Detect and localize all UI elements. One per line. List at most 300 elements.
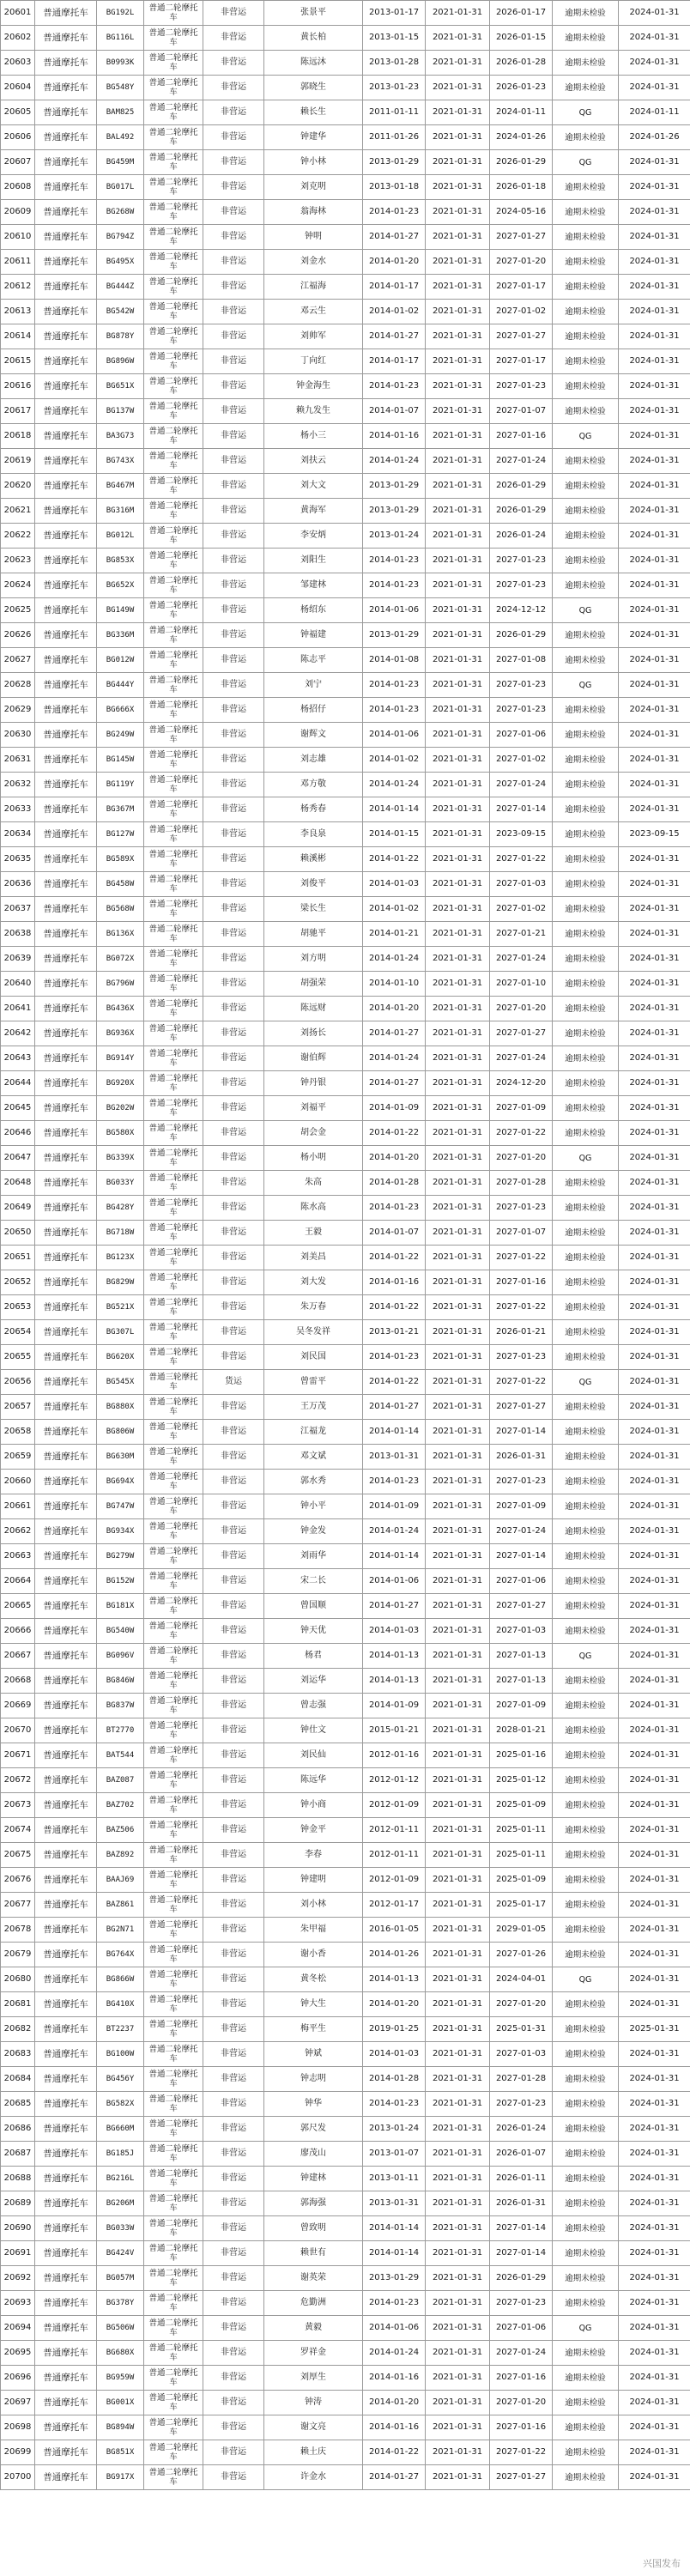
vehicle-category-cell: 普通摩托车 xyxy=(35,2241,97,2266)
vehicle-type-cell: 普通二轮摩托车 xyxy=(144,2042,203,2067)
table-row xyxy=(1,1,690,26)
deadline-date-cell: 2024-01-31 xyxy=(619,1345,690,1370)
vehicle-type-cell: 普通二轮摩托车 xyxy=(144,2415,203,2440)
usage-type-cell: 非营运 xyxy=(203,1768,264,1793)
table-row xyxy=(1,275,690,300)
inspection-status-cell: 逾期未检验 xyxy=(553,324,619,349)
vehicle-type-cell: 普通二轮摩托车 xyxy=(144,648,203,673)
usage-type-cell: 非营运 xyxy=(203,997,264,1021)
row-index-cell: 20684 xyxy=(1,2067,35,2092)
row-index-cell: 20671 xyxy=(1,1743,35,1768)
plate-number-cell: BG568W xyxy=(97,897,144,922)
plate-number-cell: BG718W xyxy=(97,1221,144,1246)
record-date-cell: 2021-01-31 xyxy=(426,374,490,399)
inspection-due-date-cell: 2027-01-24 xyxy=(490,2341,553,2366)
inspection-due-date-cell: 2027-01-03 xyxy=(490,1619,553,1644)
deadline-date-cell: 2024-01-31 xyxy=(619,1967,690,1992)
inspection-due-date-cell: 2026-01-07 xyxy=(490,2142,553,2167)
register-date-cell: 2014-01-14 xyxy=(363,2241,426,2266)
record-date-cell: 2021-01-31 xyxy=(426,748,490,773)
inspection-due-date-cell: 2027-01-22 xyxy=(490,1295,553,1320)
plate-number-cell: BG582X xyxy=(97,2092,144,2117)
usage-type-cell: 非营运 xyxy=(203,2440,264,2465)
vehicle-type-cell: 普通二轮摩托车 xyxy=(144,1345,203,1370)
usage-type-cell: 非营运 xyxy=(203,1345,264,1370)
row-index-cell: 20615 xyxy=(1,349,35,374)
vehicle-type-cell: 普通二轮摩托车 xyxy=(144,200,203,225)
owner-name-cell: 杨小明 xyxy=(264,1146,363,1171)
table-row xyxy=(1,598,690,623)
record-date-cell: 2021-01-31 xyxy=(426,1768,490,1793)
vehicle-category-cell: 普通摩托车 xyxy=(35,1021,97,1046)
record-date-cell: 2021-01-31 xyxy=(426,1021,490,1046)
plate-number-cell: BG096V xyxy=(97,1644,144,1669)
register-date-cell: 2014-01-20 xyxy=(363,997,426,1021)
usage-type-cell: 非营运 xyxy=(203,524,264,549)
owner-name-cell: 钟建华 xyxy=(264,125,363,150)
inspection-status-cell: 逾期未检验 xyxy=(553,1893,619,1918)
vehicle-category-cell: 普通摩托车 xyxy=(35,1918,97,1943)
deadline-date-cell: 2024-01-31 xyxy=(619,549,690,573)
deadline-date-cell: 2024-01-31 xyxy=(619,1021,690,1046)
usage-type-cell: 非营运 xyxy=(203,1270,264,1295)
owner-name-cell: 谢文亮 xyxy=(264,2415,363,2440)
vehicle-type-cell: 普通二轮摩托车 xyxy=(144,1221,203,1246)
inspection-status-cell: 逾期未检验 xyxy=(553,1669,619,1694)
vehicle-type-cell: 普通二轮摩托车 xyxy=(144,424,203,449)
inspection-due-date-cell: 2024-12-12 xyxy=(490,598,553,623)
vehicle-type-cell: 普通二轮摩托车 xyxy=(144,1171,203,1196)
vehicle-category-cell: 普通摩托车 xyxy=(35,1943,97,1967)
deadline-date-cell: 2024-01-31 xyxy=(619,2117,690,2142)
row-index-cell: 20677 xyxy=(1,1893,35,1918)
usage-type-cell: 非营运 xyxy=(203,2465,264,2490)
inspection-due-date-cell: 2026-01-29 xyxy=(490,499,553,524)
deadline-date-cell: 2024-01-31 xyxy=(619,1918,690,1943)
row-index-cell: 20610 xyxy=(1,225,35,250)
record-date-cell: 2021-01-31 xyxy=(426,1918,490,1943)
inspection-due-date-cell: 2027-01-03 xyxy=(490,2042,553,2067)
owner-name-cell: 刘大发 xyxy=(264,1270,363,1295)
owner-name-cell: 郭晓生 xyxy=(264,76,363,100)
owner-name-cell: 钟建明 xyxy=(264,1868,363,1893)
table-row xyxy=(1,1768,690,1793)
record-date-cell: 2021-01-31 xyxy=(426,2415,490,2440)
owner-name-cell: 钟金海生 xyxy=(264,374,363,399)
vehicle-type-cell: 普通二轮摩托车 xyxy=(144,1420,203,1445)
row-index-cell: 20665 xyxy=(1,1594,35,1619)
vehicle-category-cell: 普通摩托车 xyxy=(35,1146,97,1171)
vehicle-category-cell: 普通摩托车 xyxy=(35,2465,97,2490)
inspection-due-date-cell: 2027-01-16 xyxy=(490,1270,553,1295)
table-row xyxy=(1,1594,690,1619)
table-row xyxy=(1,773,690,797)
inspection-status-cell: 逾期未检验 xyxy=(553,573,619,598)
register-date-cell: 2012-01-12 xyxy=(363,1768,426,1793)
owner-name-cell: 曾志强 xyxy=(264,1694,363,1718)
deadline-date-cell: 2024-01-31 xyxy=(619,2440,690,2465)
usage-type-cell: 非营运 xyxy=(203,499,264,524)
table-row xyxy=(1,748,690,773)
plate-number-cell: BG651X xyxy=(97,374,144,399)
usage-type-cell: 非营运 xyxy=(203,1893,264,1918)
table-row xyxy=(1,2117,690,2142)
deadline-date-cell: 2024-01-31 xyxy=(619,225,690,250)
owner-name-cell: 刘方明 xyxy=(264,947,363,972)
inspection-status-cell: QG xyxy=(553,424,619,449)
owner-name-cell: 胡强荣 xyxy=(264,972,363,997)
owner-name-cell: 刘志雄 xyxy=(264,748,363,773)
owner-name-cell: 刘美昌 xyxy=(264,1246,363,1270)
usage-type-cell: 非营运 xyxy=(203,773,264,797)
plate-number-cell: BG920X xyxy=(97,1071,144,1096)
owner-name-cell: 陈远沐 xyxy=(264,51,363,76)
vehicle-category-cell: 普通摩托车 xyxy=(35,1096,97,1121)
register-date-cell: 2014-01-22 xyxy=(363,1370,426,1395)
record-date-cell: 2021-01-31 xyxy=(426,100,490,125)
table-body xyxy=(1,1,690,2490)
vehicle-type-cell: 普通二轮摩托车 xyxy=(144,1569,203,1594)
plate-number-cell: BG794Z xyxy=(97,225,144,250)
usage-type-cell: 非营运 xyxy=(203,2266,264,2291)
usage-type-cell: 非营运 xyxy=(203,424,264,449)
plate-number-cell: BG829W xyxy=(97,1270,144,1295)
row-index-cell: 20683 xyxy=(1,2042,35,2067)
plate-number-cell: BG033W xyxy=(97,2216,144,2241)
deadline-date-cell: 2024-01-31 xyxy=(619,2266,690,2291)
record-date-cell: 2021-01-31 xyxy=(426,2316,490,2341)
vehicle-type-cell: 普通二轮摩托车 xyxy=(144,2266,203,2291)
vehicle-type-cell: 普通二轮摩托车 xyxy=(144,1943,203,1967)
record-date-cell: 2021-01-31 xyxy=(426,2440,490,2465)
table-row xyxy=(1,125,690,150)
inspection-status-cell: 逾期未检验 xyxy=(553,549,619,573)
plate-number-cell: BG853X xyxy=(97,549,144,573)
owner-name-cell: 陈远华 xyxy=(264,1768,363,1793)
deadline-date-cell: 2024-01-31 xyxy=(619,349,690,374)
plate-number-cell: BAZ861 xyxy=(97,1893,144,1918)
record-date-cell: 2021-01-31 xyxy=(426,623,490,648)
deadline-date-cell: 2024-01-31 xyxy=(619,1992,690,2017)
record-date-cell: 2021-01-31 xyxy=(426,2117,490,2142)
record-date-cell: 2021-01-31 xyxy=(426,1569,490,1594)
owner-name-cell: 张景平 xyxy=(264,1,363,26)
register-date-cell: 2014-01-13 xyxy=(363,1967,426,1992)
row-index-cell: 20694 xyxy=(1,2316,35,2341)
inspection-due-date-cell: 2026-01-23 xyxy=(490,76,553,100)
table-row xyxy=(1,897,690,922)
row-index-cell: 20645 xyxy=(1,1096,35,1121)
record-date-cell: 2021-01-31 xyxy=(426,2216,490,2241)
usage-type-cell: 非营运 xyxy=(203,1669,264,1694)
usage-type-cell: 非营运 xyxy=(203,972,264,997)
register-date-cell: 2014-01-10 xyxy=(363,972,426,997)
owner-name-cell: 赖溪彬 xyxy=(264,847,363,872)
vehicle-category-cell: 普通摩托车 xyxy=(35,200,97,225)
table-row xyxy=(1,2341,690,2366)
record-date-cell: 2021-01-31 xyxy=(426,1594,490,1619)
plate-number-cell: BG444Y xyxy=(97,673,144,698)
owner-name-cell: 杨小三 xyxy=(264,424,363,449)
table-row xyxy=(1,76,690,100)
row-index-cell: 20695 xyxy=(1,2341,35,2366)
inspection-status-cell: 逾期未检验 xyxy=(553,2440,619,2465)
register-date-cell: 2013-01-29 xyxy=(363,499,426,524)
usage-type-cell: 非营运 xyxy=(203,2067,264,2092)
deadline-date-cell: 2024-01-31 xyxy=(619,1644,690,1669)
inspection-due-date-cell: 2027-01-27 xyxy=(490,1594,553,1619)
owner-name-cell: 廖茂山 xyxy=(264,2142,363,2167)
usage-type-cell: 非营运 xyxy=(203,1569,264,1594)
table-row xyxy=(1,499,690,524)
row-index-cell: 20688 xyxy=(1,2167,35,2191)
owner-name-cell: 钟丹银 xyxy=(264,1071,363,1096)
register-date-cell: 2014-01-14 xyxy=(363,2216,426,2241)
vehicle-category-cell: 普通摩托车 xyxy=(35,1768,97,1793)
plate-number-cell: BG001X xyxy=(97,2391,144,2415)
deadline-date-cell: 2024-01-31 xyxy=(619,399,690,424)
inspection-due-date-cell: 2027-01-13 xyxy=(490,1669,553,1694)
vehicle-type-cell: 普通二轮摩托车 xyxy=(144,125,203,150)
deadline-date-cell: 2024-01-31 xyxy=(619,1370,690,1395)
row-index-cell: 20644 xyxy=(1,1071,35,1096)
usage-type-cell: 非营运 xyxy=(203,51,264,76)
record-date-cell: 2021-01-31 xyxy=(426,424,490,449)
vehicle-category-cell: 普通摩托车 xyxy=(35,150,97,175)
plate-number-cell: BG436X xyxy=(97,997,144,1021)
deadline-date-cell: 2024-01-31 xyxy=(619,275,690,300)
vehicle-category-cell: 普通摩托车 xyxy=(35,1246,97,1270)
register-date-cell: 2014-01-27 xyxy=(363,225,426,250)
vehicle-category-cell: 普通摩托车 xyxy=(35,797,97,822)
vehicle-category-cell: 普通摩托车 xyxy=(35,947,97,972)
vehicle-category-cell: 普通摩托车 xyxy=(35,1395,97,1420)
record-date-cell: 2021-01-31 xyxy=(426,648,490,673)
register-date-cell: 2014-01-17 xyxy=(363,349,426,374)
inspection-due-date-cell: 2027-01-06 xyxy=(490,2316,553,2341)
table-row xyxy=(1,1370,690,1395)
plate-number-cell: BG116L xyxy=(97,26,144,51)
owner-name-cell: 刘阳生 xyxy=(264,549,363,573)
vehicle-category-cell: 普通摩托车 xyxy=(35,598,97,623)
inspection-status-cell: 逾期未检验 xyxy=(553,797,619,822)
record-date-cell: 2021-01-31 xyxy=(426,1868,490,1893)
inspection-status-cell: 逾期未检验 xyxy=(553,2341,619,2366)
inspection-status-cell: 逾期未检验 xyxy=(553,748,619,773)
deadline-date-cell: 2024-01-31 xyxy=(619,76,690,100)
vehicle-type-cell: 普通二轮摩托车 xyxy=(144,997,203,1021)
inspection-status-cell: 逾期未检验 xyxy=(553,499,619,524)
table-row xyxy=(1,872,690,897)
deadline-date-cell: 2024-01-31 xyxy=(619,623,690,648)
record-date-cell: 2021-01-31 xyxy=(426,723,490,748)
plate-number-cell: BG880X xyxy=(97,1395,144,1420)
register-date-cell: 2012-01-11 xyxy=(363,1843,426,1868)
table-row xyxy=(1,1270,690,1295)
plate-number-cell: BAT544 xyxy=(97,1743,144,1768)
table-row xyxy=(1,797,690,822)
register-date-cell: 2013-01-29 xyxy=(363,474,426,499)
inspection-status-cell: 逾期未检验 xyxy=(553,947,619,972)
plate-number-cell: BAZ702 xyxy=(97,1793,144,1818)
row-index-cell: 20682 xyxy=(1,2017,35,2042)
usage-type-cell: 非营运 xyxy=(203,1470,264,1494)
inspection-status-cell: 逾期未检验 xyxy=(553,474,619,499)
vehicle-category-cell: 普通摩托车 xyxy=(35,2142,97,2167)
inspection-due-date-cell: 2027-01-27 xyxy=(490,1395,553,1420)
register-date-cell: 2013-01-23 xyxy=(363,76,426,100)
deadline-date-cell: 2024-01-31 xyxy=(619,1893,690,1918)
table-row xyxy=(1,2440,690,2465)
inspection-status-cell: 逾期未检验 xyxy=(553,1818,619,1843)
table-row xyxy=(1,200,690,225)
plate-number-cell: BG589X xyxy=(97,847,144,872)
deadline-date-cell: 2024-01-31 xyxy=(619,1295,690,1320)
usage-type-cell: 非营运 xyxy=(203,1121,264,1146)
plate-number-cell: BG851X xyxy=(97,2440,144,2465)
inspection-due-date-cell: 2027-01-20 xyxy=(490,2391,553,2415)
table-row xyxy=(1,2366,690,2391)
register-date-cell: 2014-01-23 xyxy=(363,573,426,598)
record-date-cell: 2021-01-31 xyxy=(426,549,490,573)
record-date-cell: 2021-01-31 xyxy=(426,51,490,76)
owner-name-cell: 刘克明 xyxy=(264,175,363,200)
usage-type-cell: 非营运 xyxy=(203,2191,264,2216)
row-index-cell: 20670 xyxy=(1,1718,35,1743)
register-date-cell: 2014-01-07 xyxy=(363,399,426,424)
vehicle-category-cell: 普通摩托车 xyxy=(35,1669,97,1694)
row-index-cell: 20612 xyxy=(1,275,35,300)
plate-number-cell: BG846W xyxy=(97,1669,144,1694)
owner-name-cell: 朱高 xyxy=(264,1171,363,1196)
deadline-date-cell: 2024-01-31 xyxy=(619,200,690,225)
inspection-status-cell: 逾期未检验 xyxy=(553,1743,619,1768)
vehicle-type-cell: 普通二轮摩托车 xyxy=(144,2191,203,2216)
usage-type-cell: 非营运 xyxy=(203,225,264,250)
plate-number-cell: BG152W xyxy=(97,1569,144,1594)
plate-number-cell: BG181X xyxy=(97,1594,144,1619)
table-row xyxy=(1,1494,690,1519)
usage-type-cell: 非营运 xyxy=(203,1071,264,1096)
table-row xyxy=(1,26,690,51)
register-date-cell: 2014-01-02 xyxy=(363,897,426,922)
row-index-cell: 20663 xyxy=(1,1544,35,1569)
row-index-cell: 20613 xyxy=(1,300,35,324)
row-index-cell: 20664 xyxy=(1,1569,35,1594)
table-row xyxy=(1,1943,690,1967)
vehicle-category-cell: 普通摩托车 xyxy=(35,1470,97,1494)
inspection-due-date-cell: 2027-01-23 xyxy=(490,1196,553,1221)
row-index-cell: 20619 xyxy=(1,449,35,474)
inspection-status-cell: QG xyxy=(553,1370,619,1395)
deadline-date-cell: 2024-01-31 xyxy=(619,648,690,673)
table-row xyxy=(1,1071,690,1096)
owner-name-cell: 刘厚生 xyxy=(264,2366,363,2391)
vehicle-category-cell: 普通摩托车 xyxy=(35,1718,97,1743)
inspection-status-cell: 逾期未检验 xyxy=(553,997,619,1021)
vehicle-category-cell: 普通摩托车 xyxy=(35,573,97,598)
vehicle-category-cell: 普通摩托车 xyxy=(35,1071,97,1096)
plate-number-cell: BAZ506 xyxy=(97,1818,144,1843)
vehicle-type-cell: 普通二轮摩托车 xyxy=(144,250,203,275)
table-row xyxy=(1,1743,690,1768)
inspection-due-date-cell: 2026-01-11 xyxy=(490,2167,553,2191)
deadline-date-cell: 2024-01-31 xyxy=(619,1868,690,1893)
inspection-due-date-cell: 2026-01-24 xyxy=(490,2117,553,2142)
record-date-cell: 2021-01-31 xyxy=(426,26,490,51)
vehicle-type-cell: 普通二轮摩托车 xyxy=(144,2117,203,2142)
inspection-status-cell: 逾期未检验 xyxy=(553,275,619,300)
plate-number-cell: BAZ087 xyxy=(97,1768,144,1793)
record-date-cell: 2021-01-31 xyxy=(426,1345,490,1370)
deadline-date-cell: 2024-01-31 xyxy=(619,150,690,175)
vehicle-category-cell: 普通摩托车 xyxy=(35,1,97,26)
inspection-status-cell: 逾期未检验 xyxy=(553,1594,619,1619)
usage-type-cell: 非营运 xyxy=(203,549,264,573)
inspection-status-cell: 逾期未检验 xyxy=(553,1619,619,1644)
table-row xyxy=(1,300,690,324)
plate-number-cell: BG279W xyxy=(97,1544,144,1569)
plate-number-cell: BG666X xyxy=(97,698,144,723)
owner-name-cell: 钟福建 xyxy=(264,623,363,648)
table-row xyxy=(1,1893,690,1918)
plate-number-cell: BG680X xyxy=(97,2341,144,2366)
owner-name-cell: 刘雨华 xyxy=(264,1544,363,1569)
record-date-cell: 2021-01-31 xyxy=(426,1694,490,1718)
register-date-cell: 2012-01-11 xyxy=(363,1818,426,1843)
inspection-status-cell: 逾期未检验 xyxy=(553,2042,619,2067)
deadline-date-cell: 2024-01-31 xyxy=(619,673,690,698)
record-date-cell: 2021-01-31 xyxy=(426,399,490,424)
owner-name-cell: 刘俊平 xyxy=(264,872,363,897)
vehicle-category-cell: 普通摩托车 xyxy=(35,897,97,922)
plate-number-cell: BG012W xyxy=(97,648,144,673)
usage-type-cell: 非营运 xyxy=(203,2366,264,2391)
inspection-due-date-cell: 2028-01-21 xyxy=(490,1718,553,1743)
owner-name-cell: 赖长生 xyxy=(264,100,363,125)
deadline-date-cell: 2024-01-31 xyxy=(619,2191,690,2216)
deadline-date-cell: 2024-01-31 xyxy=(619,748,690,773)
register-date-cell: 2014-01-02 xyxy=(363,748,426,773)
deadline-date-cell: 2024-01-31 xyxy=(619,474,690,499)
row-index-cell: 20603 xyxy=(1,51,35,76)
usage-type-cell: 非营运 xyxy=(203,1594,264,1619)
vehicle-type-cell: 普通二轮摩托车 xyxy=(144,399,203,424)
vehicle-category-cell: 普通摩托车 xyxy=(35,1270,97,1295)
vehicle-category-cell: 普通摩托车 xyxy=(35,1519,97,1544)
deadline-date-cell: 2024-01-31 xyxy=(619,797,690,822)
vehicle-type-cell: 普通二轮摩托车 xyxy=(144,349,203,374)
vehicle-type-cell: 普通二轮摩托车 xyxy=(144,2465,203,2490)
inspection-due-date-cell: 2025-01-12 xyxy=(490,1768,553,1793)
vehicle-category-cell: 普通摩托车 xyxy=(35,474,97,499)
plate-number-cell: BG136X xyxy=(97,922,144,947)
owner-name-cell: 郭水秀 xyxy=(264,1470,363,1494)
record-date-cell: 2021-01-31 xyxy=(426,1295,490,1320)
inspection-due-date-cell: 2027-01-22 xyxy=(490,1370,553,1395)
table-row xyxy=(1,1246,690,1270)
register-date-cell: 2014-01-23 xyxy=(363,1196,426,1221)
usage-type-cell: 非营运 xyxy=(203,1494,264,1519)
owner-name-cell: 钟小平 xyxy=(264,1494,363,1519)
inspection-status-cell: 逾期未检验 xyxy=(553,2391,619,2415)
plate-number-cell: BG456Y xyxy=(97,2067,144,2092)
table-row xyxy=(1,1718,690,1743)
row-index-cell: 20661 xyxy=(1,1494,35,1519)
owner-name-cell: 朱万春 xyxy=(264,1295,363,1320)
vehicle-category-cell: 普通摩托车 xyxy=(35,623,97,648)
inspection-status-cell: 逾期未检验 xyxy=(553,972,619,997)
